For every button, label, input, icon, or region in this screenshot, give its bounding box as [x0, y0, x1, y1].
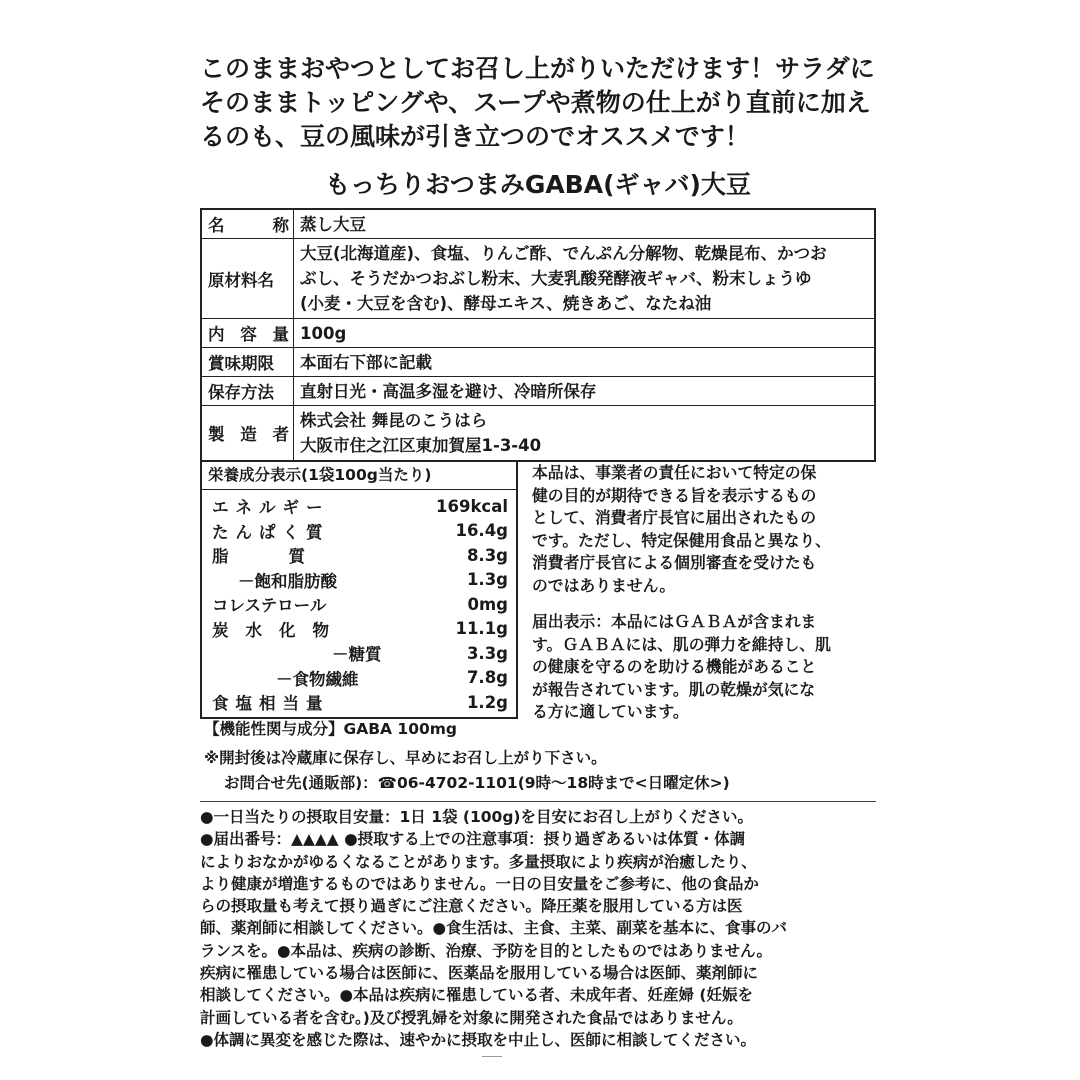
intro-line: このままおやつとしてお召し上がりいただけます！サラダに — [200, 54, 875, 83]
crop-mark — [482, 1056, 502, 1057]
product-label-table — [200, 208, 876, 462]
label-row-name — [202, 210, 874, 238]
nutrition-row: コレステロール 0mg — [212, 594, 508, 616]
nutrition-row: 炭水化物 11.1g — [212, 619, 508, 640]
contact-info: お問合せ先(通販部)：☎06-4702-1101(9時～18時まで<日曜定休>) — [224, 774, 730, 792]
label-value: 株式会社 舞昆のこうはら 大阪市住之江区東加賀屋1-3-40 — [300, 411, 542, 455]
label-value: 100g — [300, 324, 347, 343]
divider — [200, 801, 876, 802]
functional-ingredient: 【機能性関与成分】GABA 100mg — [204, 720, 458, 738]
label-row-content — [202, 318, 874, 347]
nutrition-row: －糖質 3.3g — [332, 643, 508, 665]
nutrition-row: －飽和脂肪酸 1.3g — [238, 570, 508, 591]
label-row-maker — [202, 405, 874, 460]
label-value: 直射日光・高温多湿を避け、冷暗所保存 — [300, 382, 597, 401]
label-key: 保存方法 — [202, 377, 294, 405]
label-key: 製 造 者 — [202, 406, 294, 460]
nutrition-row: 脂質 8.3g — [212, 545, 508, 567]
nutrition-facts-table — [200, 460, 518, 719]
label-value: 大豆(北海道産)、食塩、りんご酢、でんぷん分解物、乾燥昆布、かつお ぶし、そうだかつおぶし粉末、大麦乳酸発酵液ギャバ、粉末しょうゆ (小麦・大豆を含む)、酵母エキス、焼きあご、なたね油 — [300, 244, 827, 313]
storage-note: ※開封後は冷蔵庫に保存し、早めにお召し上がり下さい。 — [204, 749, 607, 767]
intro-line: るのも、豆の風味が引き立つのでオススメです！ — [200, 122, 750, 151]
functional-claim-text: 本品は、事業者の責任において特定の保 健の目的が期待できる旨を表示するもの として、消費者庁長官に届出されたもの です。ただし、特定保健用食品と異なり、 消費者庁長官による個別審査を受けたも のではありません。 届出表示：本品にはＧＡＢＡが含まれま す。ＧＡＢＡには、肌の弾力を維持し、肌 の健康を守るのを助ける機能があること が報告されています。肌の乾燥が気にな る方に適しています。 — [532, 463, 831, 721]
label-key: 賞味期限 — [202, 348, 294, 376]
label-key: 内 容 量 — [202, 319, 294, 347]
nutrition-row: 食塩相当量 1.2g — [212, 692, 508, 714]
intro-text — [200, 52, 890, 154]
label-key: 名 称 — [202, 210, 294, 238]
nutrition-row: たんぱく質 16.4g — [212, 521, 508, 542]
label-row-storage — [202, 376, 874, 405]
label-value: 本面右下部に記載 — [300, 353, 432, 372]
intro-line: そのままトッピングや、スープや煮物の仕上がり直前に加え — [200, 88, 871, 117]
label-value: 蒸し大豆 — [300, 215, 366, 234]
label-row-ingredients — [202, 238, 874, 318]
nutrition-row: －食物繊維 7.8g — [276, 668, 508, 689]
label-key: 原材料名 — [202, 239, 294, 318]
nutrition-row: エネルギー 169kcal — [212, 496, 508, 518]
product-title: もっちりおつまみGABA(ギャバ)大豆 — [325, 170, 751, 199]
label-row-expiry — [202, 347, 874, 376]
precautions-text: ●一日当たりの摂取目安量：1日 1袋 (100g)を目安にお召し上がりください。 ●届出番号：▲▲▲▲ ●摂取する上での注意事項：摂り過ぎあるいは体質・体調 によりおなかがゆるくなることがあります。多量摂取により疾病が治癒したり、 より健康が増進するものではありません。一日の目安量をご参考に、他の食品か らの摂取量も考えて摂り過ぎにご注意ください。降圧薬を服用している方は医 師、薬剤師に相談してください。●食生活は、主食、主菜、副菜を基本に、食事のバ ランスを。●本品は、疾病の診断、治療、予防を目的としたものではありません。 疾病に罹患している場合は医師に、医薬品を服用している場合は医師、薬剤師に 相談してください。●本品は疾病に罹患している者、未成年者、妊産婦 (妊娠を 計画している者を含む。)及び授乳婦を対象に開発された食品ではありません。 ●体調に異変を感じた際は、速やかに摂取を中止し、医師に相談してください。 — [200, 808, 788, 1049]
nutrition-header: 栄養成分表示(1袋100g当たり) — [202, 462, 516, 490]
